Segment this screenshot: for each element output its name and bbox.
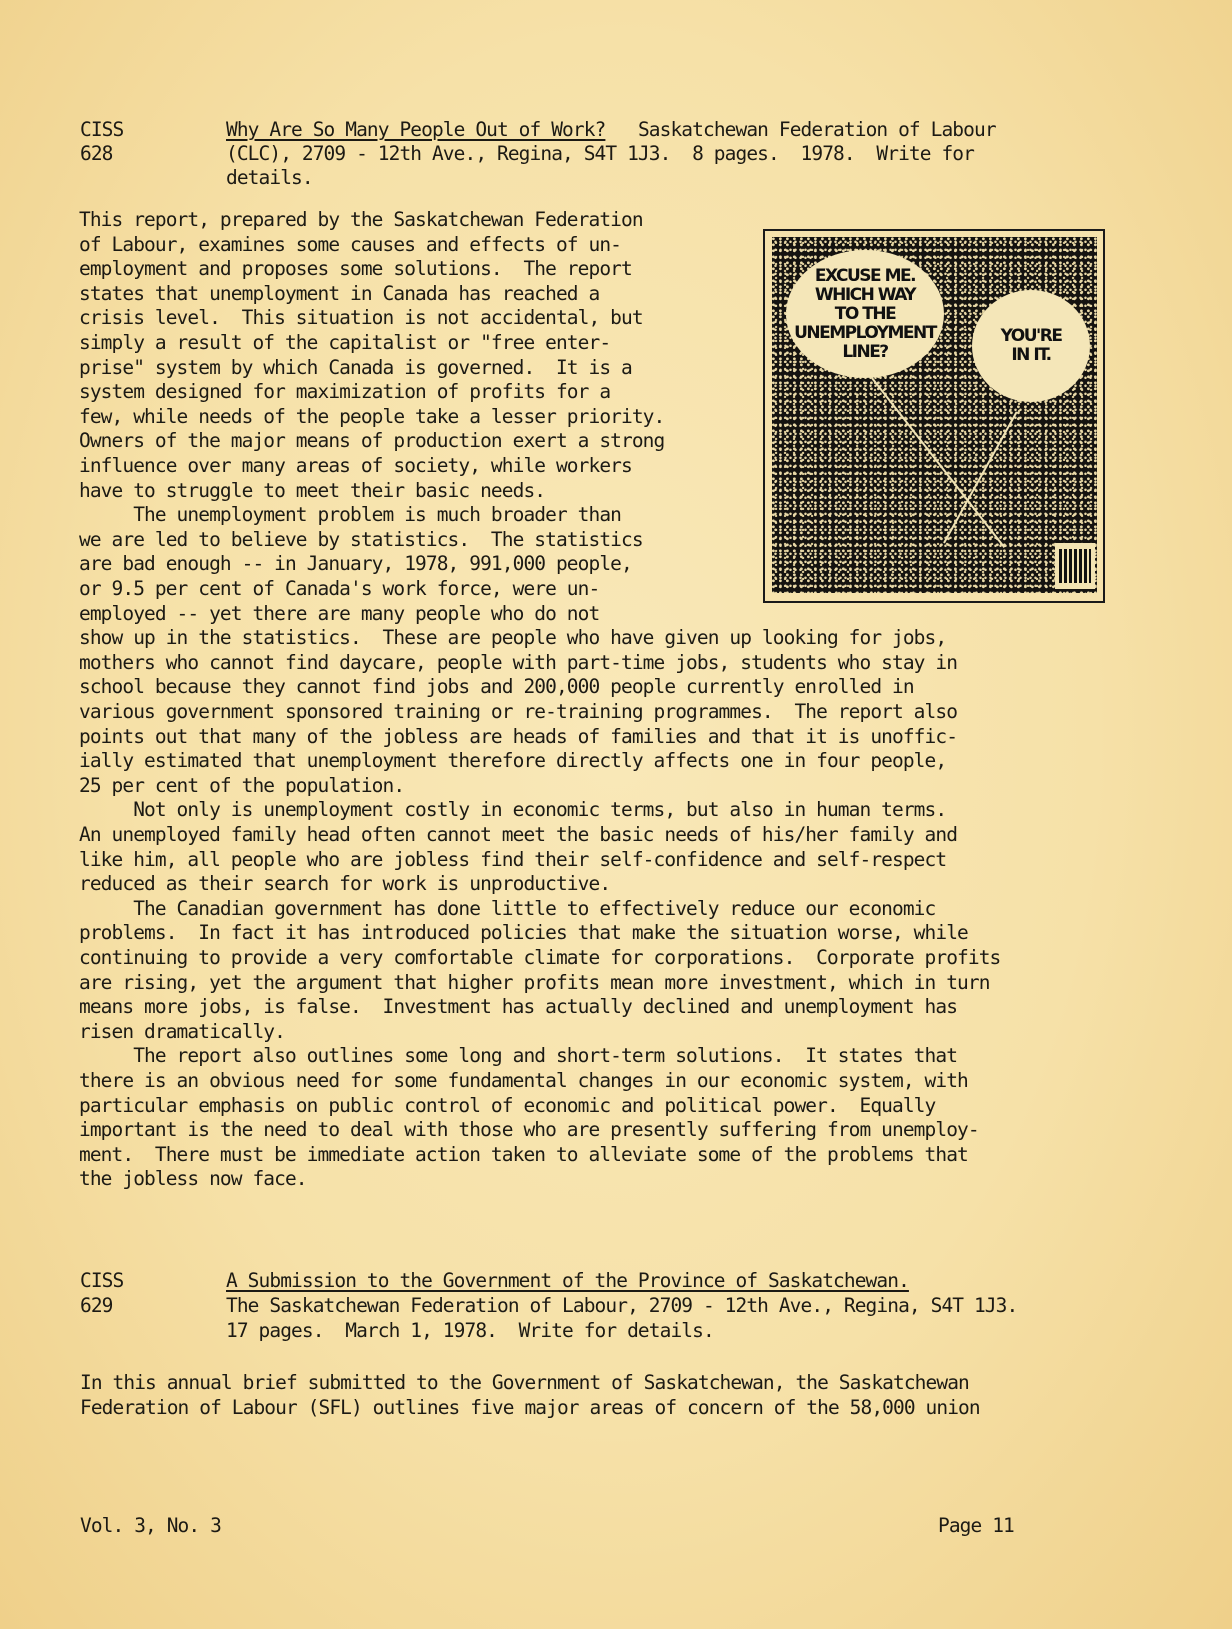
footer-volume: Vol. 3, No. 3 bbox=[80, 1514, 221, 1537]
body-line: prise" system by which Canada is governed. It is a bbox=[79, 355, 632, 379]
body-line: Federation of Labour (SFL) outlines five major areas of concern of the 58,000 union bbox=[80, 1396, 980, 1419]
body-line: states that unemployment in Canada has reached a bbox=[79, 281, 600, 305]
speech-bubble-answer bbox=[972, 290, 1090, 402]
citation-line: (CLC), 2709 - 12th Ave., Regina, S4T 1J3. 8 pages. 1978. Write for bbox=[226, 142, 974, 165]
body-line: or 9.5 per cent of Canada's work force, were un- bbox=[79, 577, 600, 600]
body-line: are bad enough -- in January, 1978, 991,000 people, bbox=[79, 552, 632, 576]
bubble-text: EXCUSE ME. bbox=[814, 265, 916, 286]
body-line: ially estimated that unemployment therefore directly affects one in four people, bbox=[79, 749, 947, 773]
body-line: This report, prepared by the Saskatchewan Federation bbox=[79, 208, 643, 231]
body-line: problems. In fact it has introduced policies that make the situation worse, while bbox=[79, 921, 968, 945]
entry-number: 629 bbox=[80, 1294, 113, 1317]
body-line: employed -- yet there are many people who do not bbox=[79, 601, 600, 625]
entry-citation bbox=[226, 117, 996, 142]
body-line: reduced as their search for work is unproductive. bbox=[79, 872, 611, 896]
citation-line: The Saskatchewan Federation of Labour, 2709 - 12th Ave., Regina, S4T 1J3. bbox=[226, 1294, 1018, 1317]
body-line: 25 per cent of the population. bbox=[79, 773, 405, 797]
body-line: Not only is unemployment costly in economic terms, but also in human terms. bbox=[79, 798, 947, 822]
body-line: have to struggle to meet their basic needs. bbox=[79, 478, 546, 502]
body-line: simply a result of the capitalist or "free enter- bbox=[79, 331, 611, 354]
body-line: crisis level. This situation is not accidental, but bbox=[79, 306, 643, 330]
body-line: the jobless now face. bbox=[79, 1167, 307, 1191]
artist-signature bbox=[1055, 543, 1095, 589]
body-line: influence over many areas of society, while workers bbox=[79, 454, 632, 477]
entry-number: 628 bbox=[80, 142, 113, 165]
bubble-text: UNEMPLOYMENT bbox=[794, 322, 936, 343]
body-line: The Canadian government has done little to effectively reduce our economic bbox=[79, 896, 936, 920]
body-line: few, while needs of the people take a lesser priority. bbox=[79, 404, 665, 428]
body-line: system designed for maximization of profits for a bbox=[79, 380, 611, 404]
speech-bubble-question bbox=[786, 250, 944, 378]
speech-tail bbox=[871, 377, 1005, 548]
entry-title: A Submission to the Government of the Province of Saskatchewan. bbox=[226, 1269, 909, 1292]
body-line: like him, all people who are jobless find their self-confidence and self-respect bbox=[79, 847, 947, 871]
body-line: The report also outlines some long and short-term solutions. It states that bbox=[79, 1044, 958, 1068]
body-line: mothers who cannot find daycare, people with part-time jobs, students who stay in bbox=[79, 650, 958, 674]
bubble-text: LINE? bbox=[842, 341, 888, 362]
body-line: show up in the statistics. These are people who have given up looking for jobs, bbox=[79, 626, 947, 650]
bubble-text: WHICH WAY bbox=[814, 284, 916, 305]
bubble-text: IN IT. bbox=[1011, 345, 1051, 365]
entry-code: CISS bbox=[80, 1269, 124, 1292]
body-line: The unemployment problem is much broader than bbox=[79, 503, 621, 527]
body-line: Owners of the major means of production exert a strong bbox=[79, 429, 665, 453]
body-line: we are led to believe by statistics. The statistics bbox=[79, 527, 643, 551]
footer-page-number: Page 11 bbox=[938, 1514, 1014, 1537]
entry-title: Why Are So Many People Out of Work? bbox=[226, 118, 606, 141]
body-line: An unemployed family head often cannot meet the basic needs of his/her family and bbox=[79, 823, 958, 846]
cartoon-illustration bbox=[763, 229, 1105, 603]
speech-tail bbox=[943, 411, 1017, 543]
body-line: employment and proposes some solutions. The report bbox=[79, 257, 632, 281]
crowd-drawing bbox=[772, 237, 1097, 593]
citation-line: details. bbox=[226, 166, 313, 189]
body-line: particular emphasis on public control of economic and political power. Equally bbox=[79, 1093, 936, 1117]
body-line: In this annual brief submitted to the Government of Saskatchewan, the Saskatchewan bbox=[80, 1371, 969, 1394]
entry-code: CISS bbox=[80, 118, 124, 141]
citation-line: Saskatchewan Federation of Labour bbox=[637, 118, 996, 141]
body-line: school because they cannot find jobs and 200,000 people currently enrolled in bbox=[79, 675, 914, 699]
body-line: points out that many of the jobless are heads of families and that it is unoffic- bbox=[79, 724, 958, 748]
body-line: continuing to provide a very comfortable climate for corporations. Corporate profits bbox=[79, 946, 1001, 969]
citation-line: 17 pages. March 1, 1978. Write for details. bbox=[226, 1319, 714, 1342]
body-line: important is the need to deal with those who are presently suffering from unemploy- bbox=[79, 1118, 979, 1142]
bubble-text: TO THE bbox=[834, 303, 896, 324]
body-line: means more jobs, is false. Investment has actually declined and unemployment has bbox=[79, 995, 958, 1019]
body-line: are rising, yet the argument that higher profits mean more investment, which in turn bbox=[79, 970, 990, 994]
body-line: of Labour, examines some causes and effects of un- bbox=[79, 232, 621, 256]
body-line: various government sponsored training or re-training programmes. The report also bbox=[79, 700, 958, 723]
body-line: ment. There must be immediate action taken to alleviate some of the problems that bbox=[79, 1142, 968, 1166]
body-line: risen dramatically. bbox=[79, 1019, 285, 1043]
bubble-text: YOU'RE bbox=[1000, 326, 1062, 346]
body-line: there is an obvious need for some fundamental changes in our economic system, with bbox=[79, 1069, 968, 1092]
